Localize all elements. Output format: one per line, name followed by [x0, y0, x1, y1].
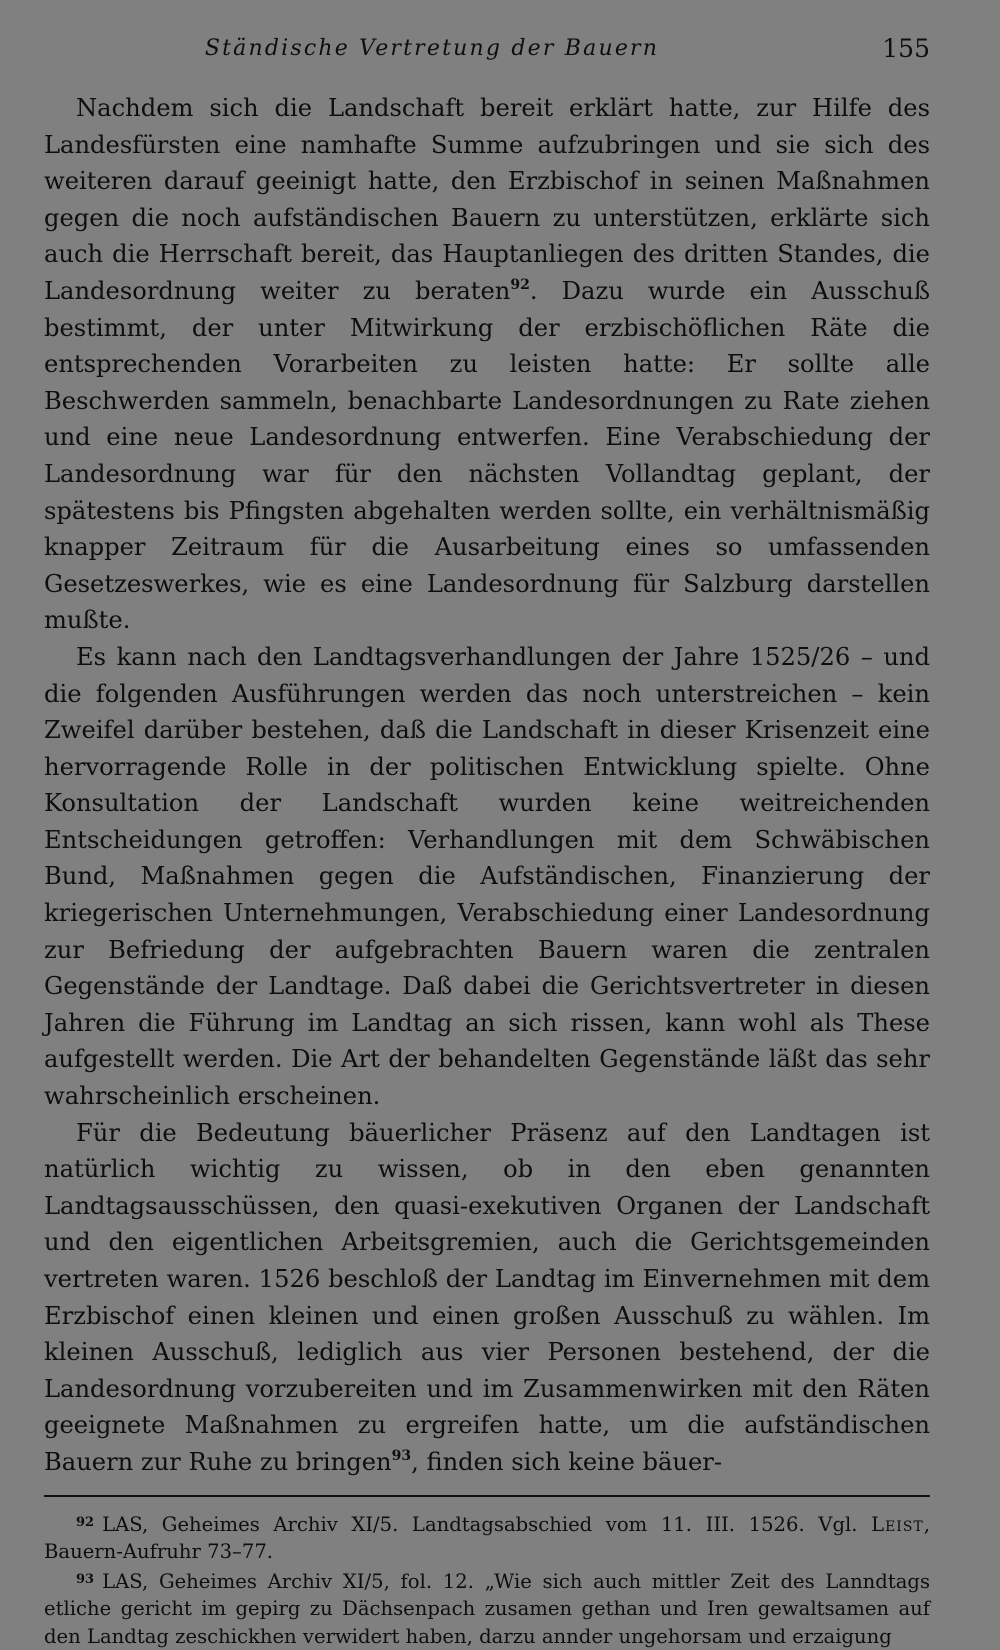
paragraph-2: Es kann nach den Landtagsverhandlungen der Jahre 1525/26 – und die folgenden Ausführungen werden das noch unterstreichen – kein Zweifel darüber bestehen, daß die Landschaft in dieser Krisenzeit eine hervorragende Rolle in der politischen Entwicklung spielte. Ohne Konsultation der Landschaft wurden keine weitreichenden Entscheidungen getroffen: Verhandlungen mit dem Schwäbischen Bund, Maßnahmen gegen die Aufständischen, Finanzierung der kriegerischen Unternehmungen, Verabschiedung einer Landesordnung zur Befriedung der aufgebrachten Bauern waren die zentralen Gegenstände der Landtage. Daß dabei die Gerichtsvertreter in diesen Jahren die Führung im Landtag an sich rissen, kann wohl als These aufgestellt werden. Die Art der behandelten Gegenstände läßt das sehr wahrscheinlich erscheinen. — [44, 642, 930, 1111]
running-title: Ständische Vertretung der Bauern — [204, 36, 660, 61]
footnote-93 — [44, 1566, 930, 1650]
footnotes — [44, 1509, 930, 1650]
paragraph-1-text-a: Nachdem sich die Landschaft bereit erklärt hatte, zur Hilfe des Landesfürsten eine namhafte Summe aufzubringen und sie sich des weiteren darauf geeinigt hatte, den Erzbischof in seinen Maßnahmen gegen die noch aufständischen Bauern zu unterstützen, erklärte sich auch die Herrschaft bereit, das Hauptanliegen des dritten Standes, die Landesordnung weiter zu beraten — [44, 94, 930, 305]
footnote-divider — [44, 1495, 930, 1497]
paragraph-1 — [44, 90, 930, 639]
footnote-ref-92[interactable]: 92 — [510, 276, 530, 293]
footnote-ref-93[interactable]: 93 — [391, 1447, 412, 1464]
book-page — [44, 30, 930, 1650]
paragraph-3-text-b: , finden sich keine bäuer- — [411, 1447, 723, 1476]
footnote-92-text-a: LAS, Geheimes Archiv XI/5. Landtagsabschied vom 11. III. 1526. Vgl. — [102, 1512, 872, 1536]
paragraph-3 — [44, 1115, 930, 1481]
paragraph-3-text-a: Für die Bedeutung bäuerlicher Präsenz auf den Landtagen ist natürlich wichtig zu wissen, ob in den eben genannten Landtagsausschüssen, den quasi-exekutiven Organen der Landschaft und den eigentlichen Arbeitsgremien, auch die Gerichtsgemeinden vertreten waren. 1526 beschloß der Landtag im Einvernehmen mit dem Erzbischof einen kleinen und einen großen Ausschuß zu wählen. Im kleinen Ausschuß, lediglich aus vier Personen bestehend, der die Landesordnung vorzubereiten und im Zusammenwirken mit den Räten geeignete Maßnahmen zu ergreifen hatte, um die aufständischen Bauern zur Ruhe zu bringen — [44, 1118, 930, 1476]
running-head — [44, 30, 930, 80]
footnote-92-mark: 92 — [76, 1514, 95, 1530]
page-number: 155 — [882, 34, 930, 63]
paragraph-1-text-b: . Dazu wurde ein Ausschuß bestimmt, der unter Mitwirkung der erzbischöflichen Räte die entsprechenden Vorarbeiten zu leisten hatte: Er sollte alle Beschwerden sammeln, benachbarte Landesordnungen zu Rate ziehen und eine neue Landesordnung entwerfen. Eine Verabschiedung der Landesordnung war für den nächsten Vollandtag geplant, der spätestens bis Pfingsten abgehalten werden sollte, ein verhältnismäßig knapper Zeitraum für die Ausarbeitung eines so umfassenden Gesetzeswerkes, wie es eine Landesordnung für Salzburg darstellen mußte. — [44, 276, 930, 635]
footnote-92-author: Leist — [871, 1512, 924, 1536]
footnote-93-text: LAS, Geheimes Archiv XI/5, fol. 12. „Wie sich auch mittler Zeit des Lanndtags etliche gericht im gepirg zu Dächsenpach zusamen gethan und Iren gewaltsamen auf den Landtag zeschickhen verwidert haben, darzu annder ungehorsam und erzaigung — [44, 1569, 930, 1648]
footnote-92-text-b: , Bauern-Aufruhr 73–77. — [44, 1512, 930, 1564]
footnote-93-mark: 93 — [76, 1571, 95, 1587]
body-text — [44, 90, 930, 1481]
footnote-92 — [44, 1509, 930, 1566]
